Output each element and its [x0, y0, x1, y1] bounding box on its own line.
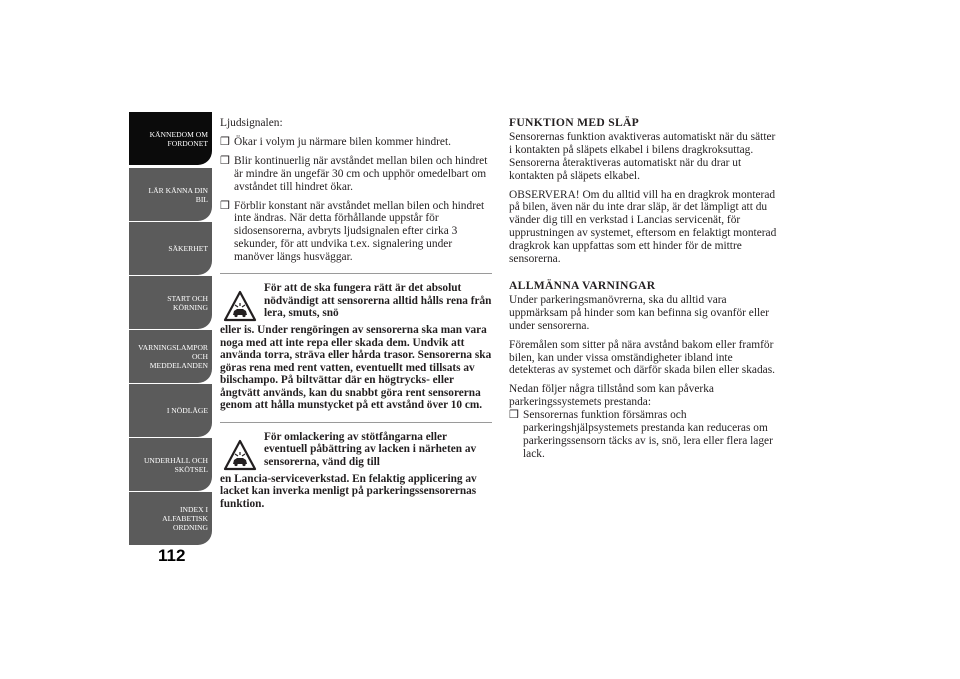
tab-label-line: ORDNING	[172, 523, 208, 532]
sidebar-tab-lar-kanna-din-bil[interactable]	[129, 168, 212, 221]
checkbox-bullet-icon: ❒	[220, 154, 230, 167]
paragraph: OBSERVERA! Om du alltid vill ha en dragkrok monterad på bilen, även när du inte drar släp, är det lämpligt att du vänder dig till en verkstad i Lancias servicenät, för upprustningen av systemet, eftersom en felaktigt monterad dragkrok kan uppfattas som ett hinder för de mittre sensorerna.	[509, 188, 777, 266]
intro-text: Ljudsignalen:	[220, 117, 283, 129]
divider	[220, 422, 492, 423]
car-warning-triangle-icon	[222, 288, 258, 324]
left-column	[220, 117, 492, 510]
sidebar-tab-start-och-korning[interactable]	[129, 276, 212, 329]
tab-label-line: I NÖDLÄGE	[166, 406, 208, 415]
list-item	[220, 136, 492, 149]
tab-label-line: VARNINGSLAMPOR	[138, 343, 208, 352]
section-sidebar	[129, 112, 212, 542]
warning-box	[220, 282, 492, 412]
car-warning-triangle-icon	[222, 437, 258, 473]
paragraph: Nedan följer några tillstånd som kan påverka parkeringssystemets prestanda:	[509, 383, 714, 409]
warning-box	[220, 431, 492, 511]
sidebar-tab-index[interactable]	[129, 492, 212, 545]
paragraph: Föremålen som sitter på nära avstånd bakom eller framför bilen, kan under vissa omständigheter ibland inte detekteras av systemet och därför skada bilen eller skadas.	[509, 338, 775, 377]
paragraph: Sensorernas funktion avaktiveras automatiskt när du sätter i kontakten på släpets elkabel i bilens dragkroksuttag. Sensorerna återaktiveras automatiskt när du drar ut kontakten på släpets elkabel.	[509, 130, 776, 182]
list-item-text: Blir kontinuerlig när avståndet mellan bilen och hindret är mindre än ungefär 30 cm och upphör omedelbart om avståndet till hindret ökar.	[234, 154, 488, 193]
list-item	[220, 155, 492, 194]
warning-body-text: en Lancia-serviceverkstad. En felaktig applicering av lacket kan inverka menligt på parkeringssensorernas funktion.	[220, 472, 477, 510]
tab-label-line: UNDERHÅLL OCH	[143, 455, 208, 465]
right-column	[509, 117, 781, 461]
checkbox-bullet-icon: ❒	[509, 409, 519, 422]
tab-label-line: ALFABETISK	[162, 514, 208, 523]
tab-label-line: SÄKERHET	[168, 244, 208, 253]
tab-label-line: KÄNNEDOM OM	[149, 129, 208, 139]
tab-label-line: MEDDELANDEN	[149, 361, 208, 370]
warning-head-text: För omlackering av stötfångarna eller eventuell påbättring av lacken i närheten av sensorerna, vänd dig till	[264, 430, 477, 468]
warning-body-text: eller is. Under rengöringen av sensorerna ska man vara noga med att inte repa eller skada dem. Undvik att använda torra, sträva eller hårda trasor. Sensorerna ska göras rena med rent vatten, eventuellt med tillsats av bilschampo. På biltvättar där en högtrycks- eller ångtvätt används, kan du snabbt göra rent sensorerna genom att hålla munstycket på ett avstånd över 10 cm.	[220, 324, 492, 412]
sidebar-tab-i-nodlage[interactable]	[129, 384, 212, 437]
list-item-text: Sensorernas funktion försämras och parkeringshjälpsystemets prestanda kan reduceras om parkeringssensorn täcks av is, snö, lera eller flera lager lack.	[523, 409, 773, 460]
tab-label-line: SKÖTSEL	[174, 464, 208, 474]
sidebar-tab-underhall-och-skotsel[interactable]	[129, 438, 212, 491]
sidebar-tab-sakerhet[interactable]	[129, 222, 212, 275]
sidebar-tab-kannedom-om-fordonet[interactable]	[129, 112, 212, 165]
checkbox-bullet-icon: ❒	[220, 199, 230, 212]
paragraph: Under parkeringsmanövrerna, ska du alltid vara uppmärksam på hinder som kan befinna sig ovanför eller under sensorerna.	[509, 293, 770, 332]
list-item-text: Förblir konstant när avståndet mellan bilen och hindret inte ändras. När detta förhållande uppstår för sidosensorerna, avbryts ljudsignalen efter cirka 3 sekunder, för att undvika t.ex. signalering under manöver längs husväggar.	[234, 199, 485, 264]
list-item	[220, 200, 492, 265]
tab-label-line: LÄR KÄNNA DIN	[148, 185, 208, 195]
tab-label-line: OCH	[191, 352, 208, 361]
list-item-text: Ökar i volym ju närmare bilen kommer hindret.	[234, 135, 451, 148]
section-heading: FUNKTION MED SLÄP	[509, 116, 640, 129]
section-heading: ALLMÄNNA VARNINGAR	[509, 278, 656, 292]
tab-label-line: KÖRNING	[172, 302, 208, 312]
list-item	[509, 409, 781, 461]
checkbox-bullet-icon: ❒	[220, 135, 230, 148]
tab-label-line: FORDONET	[167, 138, 208, 148]
divider	[220, 273, 492, 274]
warning-head-text: För att de ska fungera rätt är det absolut nödvändigt att sensorerna alltid hålls rena från lera, smuts, snö	[264, 282, 492, 320]
sidebar-tab-varningslampor[interactable]	[129, 330, 212, 383]
tab-label-line: START OCH	[167, 293, 208, 303]
tab-label-line: BIL	[195, 194, 208, 204]
page-number: 112	[158, 546, 186, 565]
tab-label-line: INDEX I	[179, 505, 208, 514]
